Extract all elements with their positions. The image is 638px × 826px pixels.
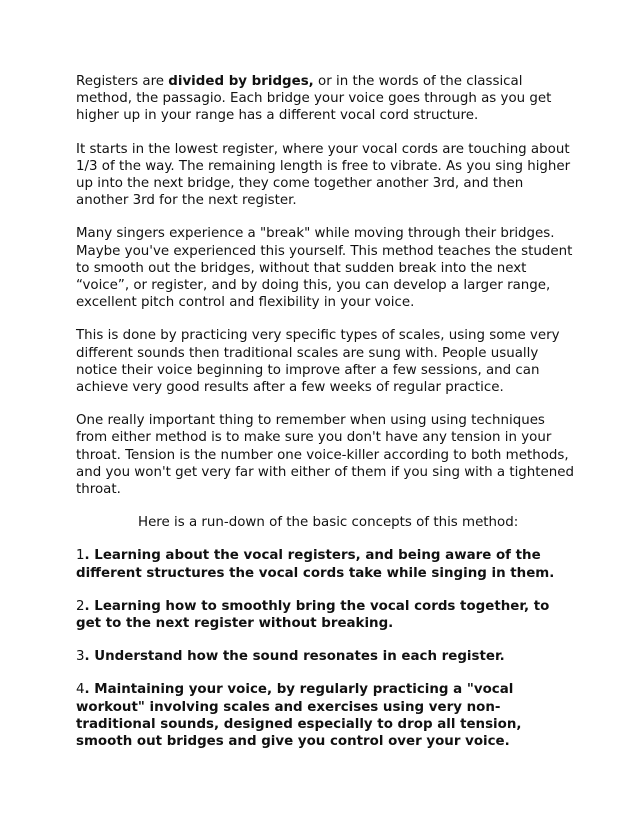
paragraph-registers-emphasis: divided by bridges, bbox=[168, 74, 314, 89]
paragraph-lowest-register: It starts in the lowest register, where your vocal cords are touching about 1/3 of the way. The remaining length is free to vibrate. As you sing higher up into the next bridge, they come together another 3rd, and then another 3rd for the next register. bbox=[76, 141, 571, 209]
paragraph-registers-end: or in the words of the classical method, the passagio. Each bridge your voice goes through as you get higher up in your range has a different vocal cord structure. bbox=[76, 74, 552, 124]
concept-text: . Learning how to smoothly bring the vocal cords together, to get to the next register without breaking. bbox=[76, 598, 550, 632]
concept-item bbox=[76, 598, 576, 632]
document-body bbox=[76, 73, 576, 766]
paragraph-tension: One really important thing to remember when using using techniques from either method is to make sure you don't have any tension in your throat. Tension is the number one voice-killer according to both methods, and you won't get very far with either of them if you sing with a tightened throat. bbox=[76, 413, 574, 498]
concept-number: 3 bbox=[76, 649, 85, 665]
concept-number: 2 bbox=[76, 598, 85, 614]
concept-text: . Understand how the sound resonates in each register. bbox=[84, 649, 505, 665]
concept-item bbox=[76, 547, 576, 581]
paragraph-scales: This is done by practicing very specific types of scales, using some very different sounds then traditional scales are sung with. People usually notice their voice beginning to improve after a few sessions, and can achieve very good results after a few weeks of regular practice. bbox=[76, 328, 560, 396]
concept-number: 4 bbox=[76, 682, 85, 698]
paragraph-registers bbox=[76, 73, 576, 125]
concept-text: . Learning about the vocal registers, and being aware of the different structures the vocal cords take while singing in them. bbox=[76, 548, 555, 581]
paragraph-break: Many singers experience a "break" while moving through their bridges. Maybe you've experienced this yourself. This method teaches the student to smooth out the bridges, without that sudden break into the next “voice”, or register, and by doing this, you can develop a larger range, excellent pitch control and flexibility in your voice. bbox=[76, 226, 573, 311]
concepts-intro: Here is a run-down of the basic concepts of this method: bbox=[138, 515, 519, 531]
concept-item bbox=[76, 648, 576, 665]
concept-number: 1 bbox=[76, 548, 85, 564]
concept-text: . Maintaining your voice, by regularly practicing a "vocal workout" involving scales and exercises using very non-traditional sounds, designed especially to drop all tension, smooth out bridges and give you control over your voice. bbox=[76, 682, 522, 750]
paragraph-registers-start: Registers are bbox=[76, 74, 169, 89]
concept-item bbox=[76, 681, 576, 750]
